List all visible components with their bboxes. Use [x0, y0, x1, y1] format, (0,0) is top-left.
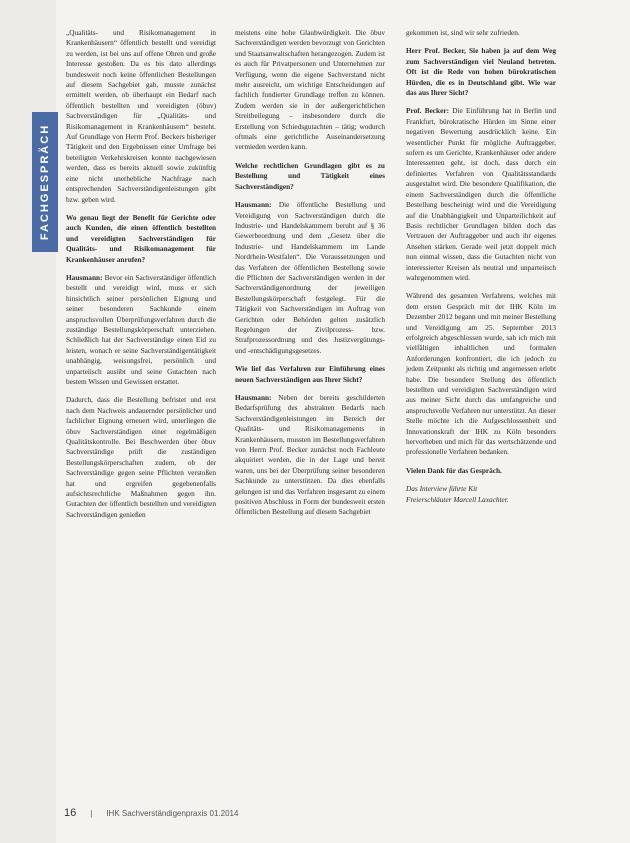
interview-question: Wo genau liegt der Benefit für Gerichte oder auch Kunden, die einen öffentlich bestellten und vereidigten Sachverständigen für Qualitäts- und Risikomanagement für Krankenhäuser anrufen? — [66, 212, 216, 264]
answer-text: Die Einführung hat in Berlin und Frankfurt, bürokratische Hürden im Sinne einer negativen Bewertung ausdrücklich keine. Ein wesentlicher Punkt für mögliche Auftraggeber, sofern es um Gerichte, Krankenhäuser oder andere Interessenten geht, ist doch, dass durch ein definiertes Verfahren von Qualitätsstandards ausgestaltet wird. Die besondere Qualifikation, die einem Sachverständigen durch die öffentliche Bestellung bescheinigt wird und die Vereidigung auf die Unabhängigkeit und Unparteilichkeit auf Basis rechtlicher Grundlagen bilden doch das Vertrauen der Auftraggeber und auch ihr eigenes Ansehen stärken. Gerade weil jetzt doppelt mich nun einmal wissen, dass die Gutachten nicht von interessierter Kreisen als neutral und unparteiisch wahrgenommen wird. — [406, 106, 556, 282]
sidebar — [0, 0, 56, 843]
speaker-name: Hausmann: — [66, 272, 103, 282]
section-tab-label: FACHGESPRÄCH — [39, 123, 52, 241]
answer-paragraph — [235, 393, 385, 518]
interview-question: Wie lief das Verfahren zur Einführung eines neuen Sachverständigen aus Ihrer Sicht? — [235, 364, 385, 384]
column-2 — [235, 28, 385, 526]
paragraph: meistens eine hohe Glaubwürdigkeit. Die öbuv Sachverständigen werden bevorzugt von Gerichten und Staatsanwaltschaften herangezogen. Zudem ist es auch für Privatpersonen und Unternehmen zur Verfügung, wenn die eigene Sachverstand nicht mehr ausreicht, um wichtige Entscheidungen auf fachlich fundierter Grundlage treffen zu können. Zudem werden sie in der außergerichtlichen Streitbeilegung – insbesondere durch die Erstellung von Schiedsgutachten – tätig; wodurch oftmals eine gerichtliche Auseinandersetzung vermieden werden kann. — [235, 28, 385, 152]
section-tab — [32, 112, 58, 252]
answer-text: Die öffentliche Bestellung und Vereidigung von Sachverständigen durch die Industrie- und Handelskammern beruht auf § 36 Gewerbeordnung und dem „Gesetz über die Industrie- und Handelskammern im Lande Nordrhein-Westfalen“. Die Voraussetzungen und das Verfahren der öffentlichen Bestellung sowie die Pflichten der Sachverständigen werden in der Sachverständigenordnung der jeweiligen Bestellungskörperschaft festgelegt. Für die Tätigkeit von Sachverständigen im Auftrag von Gerichten oder Behörden gelten zusätzlich Regelungen der Zivilprozess- bzw. Strafprozessordnung und des Justizvergütungs- und -entschädigungsgesetzes. — [235, 200, 385, 355]
page-footer — [64, 803, 604, 823]
closing-line: Vielen Dank für das Gespräch. — [406, 465, 502, 475]
interview-question: Welche rechtlichen Grundlagen gibt es zu Bestellung und Tätigkeit eines Sachverständigen? — [235, 160, 385, 191]
page-number: 16 — [64, 807, 77, 819]
answer-paragraph — [406, 106, 556, 283]
photo-credit: Freierschläuter Marcell Laxachter. — [406, 494, 509, 504]
speaker-name: Hausmann: — [235, 200, 272, 210]
publication-name: IHK Sachverständigenpraxis 01.2014 — [106, 808, 239, 818]
footer-separator: | — [90, 808, 93, 818]
paragraph: Dadurch, dass die Bestellung befristet und erst nach dem Nachweis andauernder persönlicher und fachlicher Eignung erneuert wird, unterliegen die öbuv Sachverständigen einer regelmäßigen Qualitätskontrolle. Bei Beschwerden über öbuv Sachverständige prüft die zuständigen Bestellungskörperschaften zudem, ob der Sachverständige gegen seine Pflichten verstoßen hat und ergreifen gegebenenfalls aufsichtsrechtliche Maßnahmen gegen ihn. Gutachten der öffentlich bestellten und vereidigten Sachverständigen genießen — [66, 395, 216, 519]
answer-paragraph — [66, 273, 216, 387]
answer-text: Bevor ein Sachverständiger öffentlich bestellt und vereidigt wird, muss er sich hinsichtlich seiner persönlichen Eignung und seiner besonderen Sachkunde einem anspruchsvollen Überprüfungsverfahren durch die zuständige Bestellungskörperschaft unterziehen. Schließlich hat der Sachverständige einen Eid zu leisten, wonach er seine Sachverständigentätigkeit unabhängig, weisungsfrei, persönlich und unparteiisch ausübt und seine Gutachten nach bestem Wissen und Gewissen erstattet. — [66, 272, 216, 386]
interview-credit: Das Interview führte Kit — [406, 484, 478, 494]
column-3 — [406, 28, 556, 513]
paragraph: gekommen ist, sind wir sehr zufrieden. — [406, 28, 520, 37]
interview-question: Herr Prof. Becker, Sie haben ja auf dem Weg zum Sachverständigen viel Neuland betreten. Oft ist die Rede von hohen bürokratischen Hürden, die es in Deutschland gibt. Wie war das aus Ihrer Sicht? — [406, 46, 556, 98]
answer-paragraph — [235, 200, 385, 356]
speaker-name: Prof. Becker: — [406, 106, 450, 116]
paragraph: „Qualitäts- und Risikomanagement in Krankenhäusern“ öffentlich bestellt und vereidigt zu werden, ist bei uns auf offene Ohren und große Interesse gestoßen. Da es bis dato allerdings bundesweit noch keine öffentlichen Bestellungen auf diesem Sachgebiet gab, musste zunächst ermittelt werden, ob überhaupt ein Bedarf nach öffentlich bestellten und vereidigten (öbuv) Sachverständigen für „Qualitäts- und Risikomanagement in Krankenhäusern“ besteht. Auf Grundlage von Herrn Prof. Beckers bisheriger Tätigkeit und den Ergebnissen einer Umfrage bei beteiligten Verkehrskreisen konnte nachgewiesen werden, dass es bereits aktuell sowie zukünftig eine nicht unerhebliche Nachfrage nach entsprechenden Sachverständigenleistungen gibt bzw. geben wird. — [66, 28, 216, 204]
column-1 — [66, 28, 216, 528]
answer-text: Neben der bereits geschilderten Bedarfsprüfung des abstrakten Bedarfs nach Sachverständigenleistungen im Bereich der Qualitäts- und Risikomanagements in Krankenhäusern, mussten im Bestellungsverfahren von Herrn Prof. Becker zunächst noch Fachleute akquiriert werden, die in der Lage und bereit waren, uns bei der Überprüfung seiner besonderen Sachkunde zu unterstützen. Da dies ebenfalls gelungen ist und das Verfahren insgesamt zu einem positiven Abschluss in Form der bundesweit ersten öffentlichen Bestellung auf diesem Sachgebiet — [235, 393, 385, 517]
speaker-name: Hausmann: — [235, 393, 272, 402]
paragraph: Während des gesamten Verfahrens, welches mit dem ersten Gespräch mit der IHK Köln im Dezember 2012 begann und mit meiner Bestellung und Vereidigung am 25. September 2013 erfolgreich abgeschlossen wurde, sah ich mich mit vielfältigen inhaltlichen und formalen Anforderungen konfrontiert, die ich jedoch zu jedem Zeitpunkt als richtig und angemessen erlebt habe. Die besondere Stellung des öffentlich bestellten und vereidigten Sachverständigen wird aus meiner Sicht durch das umfangreiche und anspruchsvolle Verfahren nur unterstützt. An dieser Stelle möchte ich die Aufgeschlossenheit und Innovationskraft der IHK zu Köln besonders hervorheben und mich für das wertschätzende und professionelle Verfahren bedanken. — [406, 291, 556, 457]
